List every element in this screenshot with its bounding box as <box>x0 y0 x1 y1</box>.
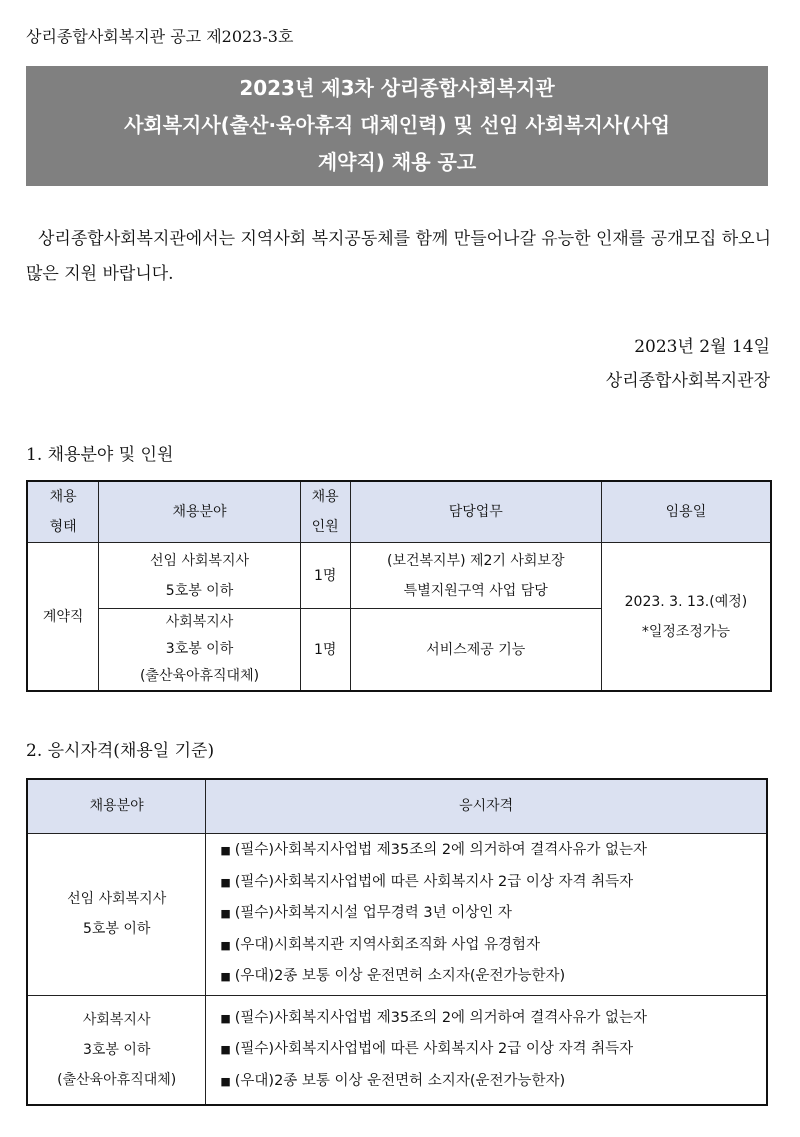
count-cell: 1명 <box>300 543 350 609</box>
qualification-list <box>206 833 767 995</box>
duty-cell: 서비스제공 기능 <box>350 609 601 692</box>
duty-cell: (보건복지부) 제2기 사회보장 특별지원구역 사업 담당 <box>350 543 601 609</box>
notice-number: 상리종합사회복지관 공고 제2023-3호 <box>26 27 294 46</box>
notice-date: 2023년 2월 14일 <box>634 337 770 357</box>
header-qualification: 응시자격 <box>206 779 767 833</box>
title-line-2: 사회복지사(출산·육아휴직 대체인력) 및 선임 사회복지사(사업 <box>124 113 670 137</box>
table-row <box>27 543 771 609</box>
field-cell: 사회복지사 3호봉 이하 (출산육아휴직대체) <box>99 609 300 692</box>
list-item: ■ (필수)사회복지사업법 제35조의 2에 의거하여 결격사유가 없는자 <box>220 842 647 859</box>
section-1-heading: 1. 채용분야 및 인원 <box>26 445 174 465</box>
header-employment-type: 채용 형태 <box>27 481 99 543</box>
list-item: ■ (우대)2종 보통 이상 운전면허 소지자(운전가능한자) <box>220 968 566 985</box>
recruitment-table <box>26 480 772 692</box>
intro-paragraph: 상리종합사회복지관에서는 지역사회 복지공동체를 함께 만들어나갈 유능한 인재를 공개모집 하오니 많은 지원 바랍니다. <box>26 229 771 284</box>
header-field: 채용분야 <box>27 779 206 833</box>
field-cell: 사회복지사 3호봉 이하 (출산육아휴직대체) <box>27 995 206 1105</box>
employment-type-cell: 계약직 <box>27 543 99 692</box>
table-row <box>27 995 767 1105</box>
list-item: ■ (필수)사회복지사업법에 따른 사회복지사 2급 이상 자격 취득자 <box>220 1041 634 1057</box>
start-date-cell: 2023. 3. 13.(예정) *일정조정가능 <box>601 543 771 692</box>
list-item: ■ (필수)사회복지사업법 제35조의 2에 의거하여 결격사유가 없는자 <box>220 1009 647 1026</box>
list-item: ■ (필수)사회복지시설 업무경력 3년 이상인 자 <box>220 905 512 922</box>
list-item: ■ (우대)시회복지관 지역사회조직화 사업 유경험자 <box>220 936 541 953</box>
field-cell: 선임 사회복지사 5호봉 이하 <box>99 543 300 609</box>
header-count: 채용 인원 <box>300 481 350 543</box>
header-field: 채용분야 <box>99 481 300 543</box>
header-start-date: 임용일 <box>601 481 771 543</box>
issuer-name: 상리종합사회복지관장 <box>605 371 770 391</box>
header-duty: 담당업무 <box>350 481 601 543</box>
count-cell: 1명 <box>300 609 350 692</box>
section-2-heading: 2. 응시자격(채용일 기준) <box>26 741 215 761</box>
qualification-table <box>26 778 768 1106</box>
list-item: ■ (우대)2종 보통 이상 운전면허 소지자(운전가능한자) <box>220 1072 566 1089</box>
qualification-list <box>206 995 767 1105</box>
title-banner <box>26 66 768 186</box>
field-cell: 선임 사회복지사 5호봉 이하 <box>27 833 206 995</box>
title-line-1: 2023년 제3차 상리종합사회복지관 <box>239 76 555 100</box>
title-line-3: 계약직) 채용 공고 <box>317 150 477 174</box>
table-row <box>27 833 767 995</box>
list-item: ■ (필수)사회복지사업법에 따른 사회복지사 2급 이상 자격 취득자 <box>220 873 634 890</box>
